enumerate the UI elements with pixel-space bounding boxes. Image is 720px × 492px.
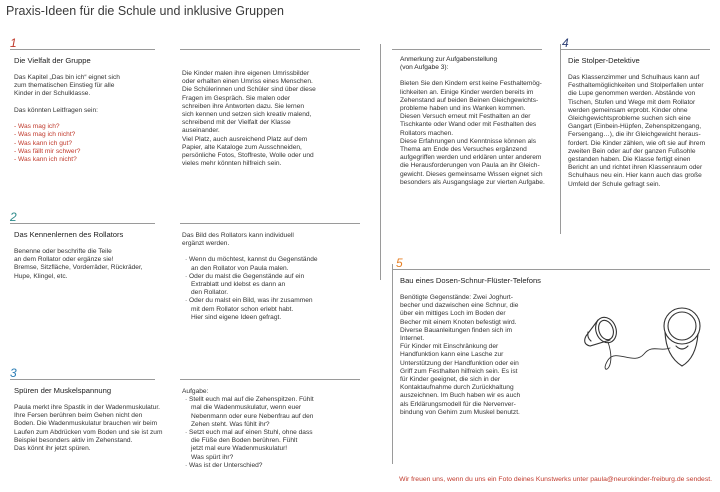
- section-2: [14, 230, 169, 281]
- left-cup-icon: [585, 314, 620, 346]
- list-item: - Was mag ich nicht?: [14, 131, 76, 139]
- section-2-text: Benenne oder beschrifte die Teile an dem Rollator oder ergänze sie! Bremse, Sitzfläche, Vorderräder, Rückräder, Hupe, Klingel, etc.: [14, 248, 143, 280]
- section-1-number: 1: [10, 36, 17, 50]
- list-item: - Was kann ich nicht?: [14, 156, 77, 164]
- section-3-text: Paula merkt ihre Spastik in der Wadenmuskulatur. Ihre Fersen berühren beim Gehen nicht den Boden. Die Wadenmuskulatur brauchen wir beim Laufen zum Abdrücken vom Boden und sie ist zum Beispiel besonders aktiv im Zehenstand. Das könnt ihr jetzt spüren.: [14, 404, 163, 453]
- section-4-title: Die Stolper-Detektive: [568, 56, 640, 65]
- list-item: · Setzt euch mal auf einen Stuhl, ohne dass die Füße den Boden berühren. Fühlt jetzt mal eure Wadenmuskulatur! Was spürt ihr?: [182, 429, 362, 462]
- list-item: · Wenn du möchtest, kannst du Gegenstände an den Rollator von Paula malen.: [182, 256, 362, 272]
- list-item: - Was mag ich?: [14, 122, 60, 130]
- section-2-number: 2: [10, 210, 17, 224]
- section-5: [400, 276, 575, 417]
- cup-telephone-illustration: [578, 296, 710, 400]
- section-2-title: Das Kennenlernen des Rollators: [14, 230, 124, 239]
- task-bullet-list: [182, 396, 362, 470]
- section-4-number: 4: [562, 36, 569, 50]
- section-3: [14, 386, 174, 453]
- page-title: Praxis-Ideen für die Schule und inklusive Gruppen: [6, 4, 284, 18]
- task-3-note: [400, 56, 560, 187]
- section-5-title: Bau eines Dosen-Schnur-Flüster-Telefons: [400, 276, 541, 285]
- section-3-title: Spüren der Muskelspannung: [14, 386, 112, 395]
- section-2-description: Das Bild des Rollators kann individuell ergänzt werden. · Wenn du möchtest, kannst du Gegenstände an den Rollator von Paula malen. · Oder du malst die Gegenstände auf ein Extrablatt und klebst es dann an den Rollator. · Oder du malst ein Bild, was ihr zusammen mit dem Rollator schon erlebt habt. Hier sind eigene Ideen gefragt.: [182, 232, 362, 322]
- section-1-intro: Das Kapitel „Das bin ich“ eignet sich zum thematischen Einstieg für alle Kinder in der Schulklasse. Das könnten Leitfragen sein: - Was mag ich? - Was mag ich nicht? - Was kann ich gut? - Was fällt mir schwer? - Was kann ich nicht?: [14, 74, 164, 165]
- note-title: Anmerkung zur Aufgabenstellung (von Aufgabe 3):: [400, 56, 498, 72]
- rollator-bullet-list: [182, 256, 362, 322]
- section-3-number: 3: [10, 366, 17, 380]
- string-line: [605, 342, 670, 369]
- right-cup-icon: [664, 308, 700, 366]
- section-1-lead: Das könnten Leitfragen sein:: [14, 106, 98, 114]
- list-item: · Was ist der Unterschied?: [182, 462, 362, 470]
- section-3-task: [182, 388, 362, 470]
- list-item: · Stellt euch mal auf die Zehenspitzen. Fühlt mal die Wadenmuskulatur, wenn euer Nebenmann oder eure Nebenfrau auf den Zehen steht. Was fühlt ihr?: [182, 396, 362, 429]
- section-4: [568, 56, 718, 189]
- question-list: [14, 123, 164, 165]
- section-5-text: Benötigte Gegenstände: Zwei Joghurt- becher und dazwischen eine Schnur, die über ein mittiges Loch im Boden der Becher mit einem Knoten befestigt wird. Diverse Bauanleitungen finden sich im Internet. Für Kinder mit Einschränkung der Handfunktion kann eine Lasche zur Unterstützung der Handfunktion oder ein Griff zum Festhalten hilfreich sein. Es ist für Kinder geeignet, die sich in der Kontaktaufnahme durch Zurückhaltung auszeichnen. Im Buch haben wir es auch als Erklärungsmodell für die Nervenver- bindung von Gehirn zum Muskel benutzt.: [400, 294, 521, 416]
- task-label: Aufgabe:: [182, 388, 209, 395]
- section-4-text: Das Klassenzimmer und Schulhaus kann auf Festhaltemöglichkeiten und Stolperfallen unter die Lupe genommen werden. Abstände von Tischen, Stufen und Wege mit dem Rollator werden gemeinsam erprobt. Kinder ohne Gleichgewichtsprobleme suchen sich eine Gangart (Einbein-Hüpfen, Zehenspitzengang, Fersengang…), die ihr Gleichgewicht heraus- fordert. Die Kinder zählen, wie oft sie auf ihrem zweiten Bein oder auf der ganzen Fußsohle gestanden haben. Die Klasse fertigt einen Bericht an und richtet ihren Klassenraum oder Schulhaus neu ein. Hier kann auch das große Umfeld der Schule gefragt sein.: [568, 74, 706, 188]
- list-item: - Was kann ich gut?: [14, 139, 73, 147]
- section-1: [14, 56, 164, 165]
- footer-note: Wir freuen uns, wenn du uns ein Foto deines Kunstwerks unter paula@neurokinder-freiburg.de sendest.: [399, 476, 712, 483]
- list-item: · Oder du malst die Gegenstände auf ein Extrablatt und klebst es dann an den Rollator.: [182, 273, 362, 298]
- section-1-title: Die Vielfalt der Gruppe: [14, 56, 91, 65]
- list-item: · Oder du malst ein Bild, was ihr zusammen mit dem Rollator schon erlebt habt. Hier sind eigene Ideen gefragt.: [182, 297, 362, 322]
- section-1-description: Die Kinder malen ihre eigenen Umrissbilder oder erhalten einen Umriss eines Menschen. Die Schülerinnen und Schüler sind über diese Fragen im Gespräch. Sie malen oder schreiben ihre Antworten dazu. Sie lernen sich kennen und setzen sich kreativ malend, schreibend mit der Vielfalt der Klasse auseinander. Viel Platz, auch ausreichend Platz auf dem Papier, alte Kataloge zum Ausschneiden, persönliche Fotos, Stoffreste, Wolle oder und vieles mehr könnten hilfreich sein.: [182, 70, 316, 168]
- list-item: - Was fällt mir schwer?: [14, 148, 81, 156]
- section-5-number: 5: [396, 256, 403, 270]
- note-text: Bieten Sie den Kindern erst keine Festhaltemög- lichkeiten an. Einige Kinder werden bereits im Zehenstand auf beiden Beinen Gleichgewichts- probleme haben und ins Wanken kommen. Diesen Versuch erneut mit Festhalten an der Tischkante oder Wand oder mit Festhalten des Rollators machen. Diese Erfahrungen und Kenntnisse können als Thema am Ende des Versuches ergänzend aufgegriffen werden und erklären unter anderem die Herausforderungen von Paula an ihr Gleich- gewicht. Dieses gemeinsame Wissen eignet sich besonders als Ausgangslage zur vierten Aufgabe.: [400, 80, 545, 186]
